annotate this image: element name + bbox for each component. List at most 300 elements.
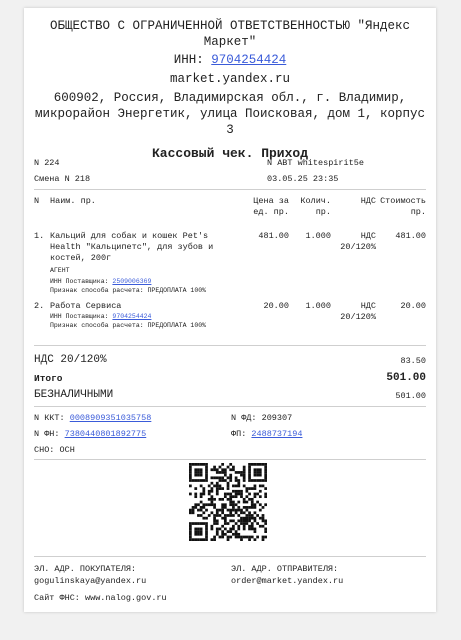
receipt-title: Кассовый чек. Приход [151, 146, 309, 161]
qr-module [224, 479, 227, 482]
qr-module [262, 479, 265, 482]
supplier-inn-link[interactable]: 9704254424 [112, 313, 152, 320]
organization-name: ОБЩЕСТВО С ОГРАНИЧЕННОЙ ОТВЕТСТВЕННОСТЬЮ "Яндекс Маркет" [49, 19, 411, 49]
fd-number: N ФД: 209307 [231, 413, 293, 423]
fiscal-row-2 [34, 429, 426, 439]
qr-module [221, 503, 224, 506]
qr-module [251, 503, 254, 506]
qr-module [240, 517, 243, 520]
qr-module [256, 468, 259, 471]
qr-module [248, 511, 251, 514]
qr-module [197, 463, 200, 466]
qr-module [189, 471, 192, 474]
qr-module [229, 479, 232, 482]
qr-module [189, 509, 192, 512]
qr-module [213, 466, 216, 469]
qr-module [216, 514, 219, 517]
qr-module [259, 468, 262, 471]
qr-module [197, 528, 200, 531]
qr-module [213, 485, 216, 488]
qr-module [248, 493, 251, 496]
receipt-datetime: 03.05.25 23:35 [267, 174, 339, 184]
qr-module [243, 536, 246, 539]
receipt [24, 8, 436, 612]
automat-number: N АВТ whitespirit5e [267, 158, 364, 168]
qr-code [189, 463, 267, 541]
qr-module [256, 493, 259, 496]
col-name: Наим. пр. [50, 196, 96, 206]
qr-module [235, 476, 238, 479]
qr-module [243, 525, 246, 528]
shift-number: Смена N 218 [34, 174, 91, 184]
qr-module [264, 519, 267, 522]
qr-module [245, 490, 248, 493]
qr-module [194, 493, 197, 496]
qr-module [248, 498, 251, 501]
qr-module [254, 493, 257, 496]
fp-link[interactable]: 2488737194 [251, 429, 303, 439]
item-vat: НДС 20/120% [340, 301, 376, 322]
qr-module [248, 476, 251, 479]
qr-module [245, 506, 248, 509]
qr-module [248, 525, 251, 528]
qr-module [262, 538, 265, 541]
qr-module [216, 533, 219, 536]
item-payment-method: Признак способа расчета: ПРЕДОПЛАТА 100% [50, 287, 207, 294]
qr-module [200, 495, 203, 498]
col-cost: Стоимость пр. [380, 196, 426, 217]
qr-module [224, 474, 227, 477]
qr-module [221, 506, 224, 509]
qr-module [202, 522, 205, 525]
qr-module [237, 519, 240, 522]
qr-module [205, 463, 208, 466]
qr-module [229, 476, 232, 479]
qr-module [205, 474, 208, 477]
qr-module [200, 522, 203, 525]
qr-module [248, 463, 251, 466]
qr-module [264, 536, 267, 539]
qr-module [232, 519, 235, 522]
qr-module [245, 495, 248, 498]
qr-module [237, 501, 240, 504]
qr-module [256, 514, 259, 517]
qr-module [219, 498, 222, 501]
receipt-number: N 224 [34, 158, 60, 168]
qr-module [240, 511, 243, 514]
qr-module [229, 463, 232, 466]
col-price: Цена за ед. пр. [253, 196, 289, 217]
buyer-email: gogulinskaya@yandex.ru [34, 576, 147, 586]
item-agent: АГЕНТ [50, 267, 70, 274]
qr-module [264, 463, 267, 466]
qr-module [259, 503, 262, 506]
qr-module [221, 463, 224, 466]
qr-module [240, 538, 243, 541]
qr-module [216, 471, 219, 474]
qr-module [235, 495, 238, 498]
qr-module [194, 528, 197, 531]
grand-total-value: 501.00 [386, 372, 426, 384]
qr-module [259, 490, 262, 493]
qr-module [245, 487, 248, 490]
qr-module [192, 479, 195, 482]
qr-module [189, 525, 192, 528]
qr-module [205, 528, 208, 531]
inn-label: ИНН: [173, 53, 204, 67]
qr-module [200, 528, 203, 531]
qr-module [189, 474, 192, 477]
kkt-label: N ККТ: [34, 413, 65, 423]
qr-module [254, 485, 257, 488]
qr-module [243, 511, 246, 514]
qr-module [211, 476, 214, 479]
qr-module [256, 522, 259, 525]
qr-module [243, 501, 246, 504]
qr-module [254, 474, 257, 477]
qr-module [224, 471, 227, 474]
qr-module [200, 471, 203, 474]
qr-module [197, 538, 200, 541]
qr-module [202, 511, 205, 514]
qr-module [229, 528, 232, 531]
qr-module [219, 487, 222, 490]
qr-module [235, 511, 238, 514]
qr-module [235, 503, 238, 506]
supplier-label: ИНН Поставщика: [50, 313, 109, 320]
qr-module [254, 471, 257, 474]
qr-module [243, 498, 246, 501]
qr-module [248, 536, 251, 539]
qr-module [194, 471, 197, 474]
qr-module [254, 506, 257, 509]
qr-module [189, 511, 192, 514]
item-n: 1. [34, 231, 45, 241]
qr-module [219, 479, 222, 482]
qr-module [216, 530, 219, 533]
qr-module [211, 525, 214, 528]
qr-module [251, 528, 254, 531]
kkt-link[interactable]: 0008909351035758 [69, 413, 152, 423]
qr-module [216, 490, 219, 493]
qr-module [211, 495, 214, 498]
qr-module [192, 511, 195, 514]
qr-module [227, 482, 230, 485]
qr-module [264, 466, 267, 469]
vat-total-label: НДС 20/120% [34, 354, 107, 366]
qr-module [224, 493, 227, 496]
qr-module [232, 533, 235, 536]
qr-module [194, 474, 197, 477]
qr-module [248, 487, 251, 490]
qr-module [229, 503, 232, 506]
footer-row-1 [34, 564, 426, 574]
cashless-row [34, 389, 426, 405]
qr-module [235, 522, 238, 525]
col-vat: НДС [360, 196, 376, 206]
qr-module [208, 490, 211, 493]
qr-module [243, 471, 246, 474]
item-price: 481.00 [258, 231, 289, 241]
item-qty: 1.000 [305, 301, 331, 311]
qr-module [262, 536, 265, 539]
qr-module [211, 487, 214, 490]
item-price: 20.00 [263, 301, 289, 311]
qr-module [200, 468, 203, 471]
table-row [34, 231, 426, 295]
qr-module [202, 463, 205, 466]
qr-module [254, 479, 257, 482]
qr-module [232, 514, 235, 517]
qr-module [245, 522, 248, 525]
qr-module [240, 522, 243, 525]
qr-module [211, 511, 214, 514]
qr-module [192, 506, 195, 509]
qr-module [221, 487, 224, 490]
qr-module [235, 509, 238, 512]
qr-module [194, 468, 197, 471]
qr-module [227, 509, 230, 512]
qr-module [256, 479, 259, 482]
qr-module [205, 517, 208, 520]
qr-module [216, 493, 219, 496]
qr-module [213, 517, 216, 520]
qr-module [194, 495, 197, 498]
qr-module [229, 495, 232, 498]
qr-module [264, 487, 267, 490]
qr-module [227, 485, 230, 488]
qr-module [264, 528, 267, 531]
qr-module [248, 474, 251, 477]
qr-module [235, 479, 238, 482]
qr-module [251, 498, 254, 501]
fns-site: Сайт ФНС: www.nalog.gov.ru [34, 593, 167, 603]
qr-module [194, 463, 197, 466]
qr-module [224, 468, 227, 471]
qr-module [229, 530, 232, 533]
sender-email-label: ЭЛ. АДР. ОТПРАВИТЕЛЯ: [231, 564, 339, 574]
qr-module [254, 495, 257, 498]
qr-module [229, 514, 232, 517]
item-name: Работа Сервиса [50, 301, 122, 311]
qr-module [194, 487, 197, 490]
qr-module [243, 517, 246, 520]
qr-module [202, 490, 205, 493]
qr-module [237, 525, 240, 528]
qr-module [192, 538, 195, 541]
receipt-header [34, 18, 426, 162]
qr-module [219, 476, 222, 479]
meta-row-2 [34, 174, 426, 184]
item-n: 2. [34, 301, 45, 311]
fp [231, 429, 302, 439]
qr-module [208, 514, 211, 517]
qr-module [259, 485, 262, 488]
item-vat: НДС 20/120% [340, 231, 376, 252]
qr-module [221, 471, 224, 474]
supplier-label: ИНН Поставщика: [50, 278, 109, 285]
qr-module [197, 533, 200, 536]
footer-row-2 [34, 576, 426, 586]
qr-module [197, 522, 200, 525]
qr-module [189, 533, 192, 536]
qr-module [251, 522, 254, 525]
qr-module [264, 479, 267, 482]
qr-module [205, 522, 208, 525]
qr-module [213, 468, 216, 471]
qr-module [205, 509, 208, 512]
divider [34, 406, 426, 407]
qr-module [237, 533, 240, 536]
qr-module [200, 514, 203, 517]
qr-module [224, 522, 227, 525]
divider [34, 345, 426, 346]
qr-module [192, 522, 195, 525]
qr-module [264, 522, 267, 525]
qr-module [256, 501, 259, 504]
qr-module [219, 466, 222, 469]
qr-module [189, 463, 192, 466]
fn [34, 429, 146, 439]
qr-module [254, 519, 257, 522]
qr-module [200, 485, 203, 488]
qr-module [216, 522, 219, 525]
qr-module [219, 514, 222, 517]
qr-module [262, 463, 265, 466]
qr-module [202, 493, 205, 496]
qr-module [245, 519, 248, 522]
qr-module [216, 511, 219, 514]
supplier-inn-link[interactable]: 2509006369 [112, 278, 152, 285]
item-payment-method: Признак способа расчета: ПРЕДОПЛАТА 100% [50, 322, 207, 329]
qr-module [240, 490, 243, 493]
qr-module [197, 468, 200, 471]
qr-module [232, 509, 235, 512]
qr-module [197, 530, 200, 533]
qr-module [254, 463, 257, 466]
qr-module [194, 506, 197, 509]
qr-module [264, 503, 267, 506]
qr-module [221, 511, 224, 514]
qr-module [221, 479, 224, 482]
qr-module [213, 536, 216, 539]
sno: СНО: ОСН [34, 445, 75, 455]
qr-module [237, 479, 240, 482]
qr-module [189, 493, 192, 496]
qr-module [240, 493, 243, 496]
sender-email: order@market.yandex.ru [231, 576, 344, 586]
qr-module [205, 525, 208, 528]
qr-module [248, 466, 251, 469]
qr-module [243, 506, 246, 509]
item-cost: 20.00 [400, 301, 426, 311]
qr-module [189, 485, 192, 488]
site: market.yandex.ru [169, 72, 291, 86]
qr-module [202, 503, 205, 506]
qr-module [259, 479, 262, 482]
qr-module [211, 468, 214, 471]
qr-module [254, 538, 257, 541]
qr-module [213, 476, 216, 479]
qr-module [197, 479, 200, 482]
qr-module [205, 466, 208, 469]
grand-total-row [34, 372, 426, 388]
qr-module [224, 519, 227, 522]
qr-module [245, 509, 248, 512]
qr-module [259, 525, 262, 528]
qr-module [224, 495, 227, 498]
qr-module [229, 536, 232, 539]
qr-module [221, 533, 224, 536]
qr-module [227, 538, 230, 541]
qr-module [224, 506, 227, 509]
qr-module [211, 498, 214, 501]
fiscal-row-3 [34, 445, 426, 455]
qr-module [264, 495, 267, 498]
qr-module [243, 479, 246, 482]
qr-module [243, 519, 246, 522]
qr-module [200, 463, 203, 466]
qr-module [216, 487, 219, 490]
qr-module [213, 519, 216, 522]
qr-module [232, 528, 235, 531]
qr-module [251, 487, 254, 490]
qr-module [227, 476, 230, 479]
qr-module [248, 519, 251, 522]
qr-module [227, 498, 230, 501]
qr-module [213, 506, 216, 509]
qr-module [219, 528, 222, 531]
qr-module [264, 476, 267, 479]
qr-module [216, 468, 219, 471]
qr-module [227, 522, 230, 525]
grand-total-label: Итого [34, 373, 63, 384]
qr-module [216, 485, 219, 488]
qr-module [243, 522, 246, 525]
fn-link[interactable]: 7380440801892775 [64, 429, 147, 439]
qr-module [262, 517, 265, 520]
qr-module [237, 506, 240, 509]
fn-label: N ФН: [34, 429, 60, 439]
qr-module [235, 493, 238, 496]
qr-module [237, 528, 240, 531]
qr-module [227, 487, 230, 490]
qr-module [251, 536, 254, 539]
qr-module [205, 471, 208, 474]
qr-module [200, 474, 203, 477]
items-table [34, 196, 426, 330]
qr-module [189, 466, 192, 469]
qr-module [235, 471, 238, 474]
qr-module [197, 509, 200, 512]
qr-module [229, 474, 232, 477]
qr-module [202, 487, 205, 490]
qr-module [232, 506, 235, 509]
inn-link[interactable]: 9704254424 [211, 53, 287, 67]
qr-module [240, 519, 243, 522]
item-cost: 481.00 [395, 231, 426, 241]
qr-module [205, 530, 208, 533]
qr-module [211, 501, 214, 504]
qr-module [205, 479, 208, 482]
qr-module [205, 468, 208, 471]
qr-module [254, 528, 257, 531]
qr-module [208, 503, 211, 506]
qr-module [237, 509, 240, 512]
qr-module [192, 509, 195, 512]
qr-module [229, 501, 232, 504]
qr-module [202, 538, 205, 541]
